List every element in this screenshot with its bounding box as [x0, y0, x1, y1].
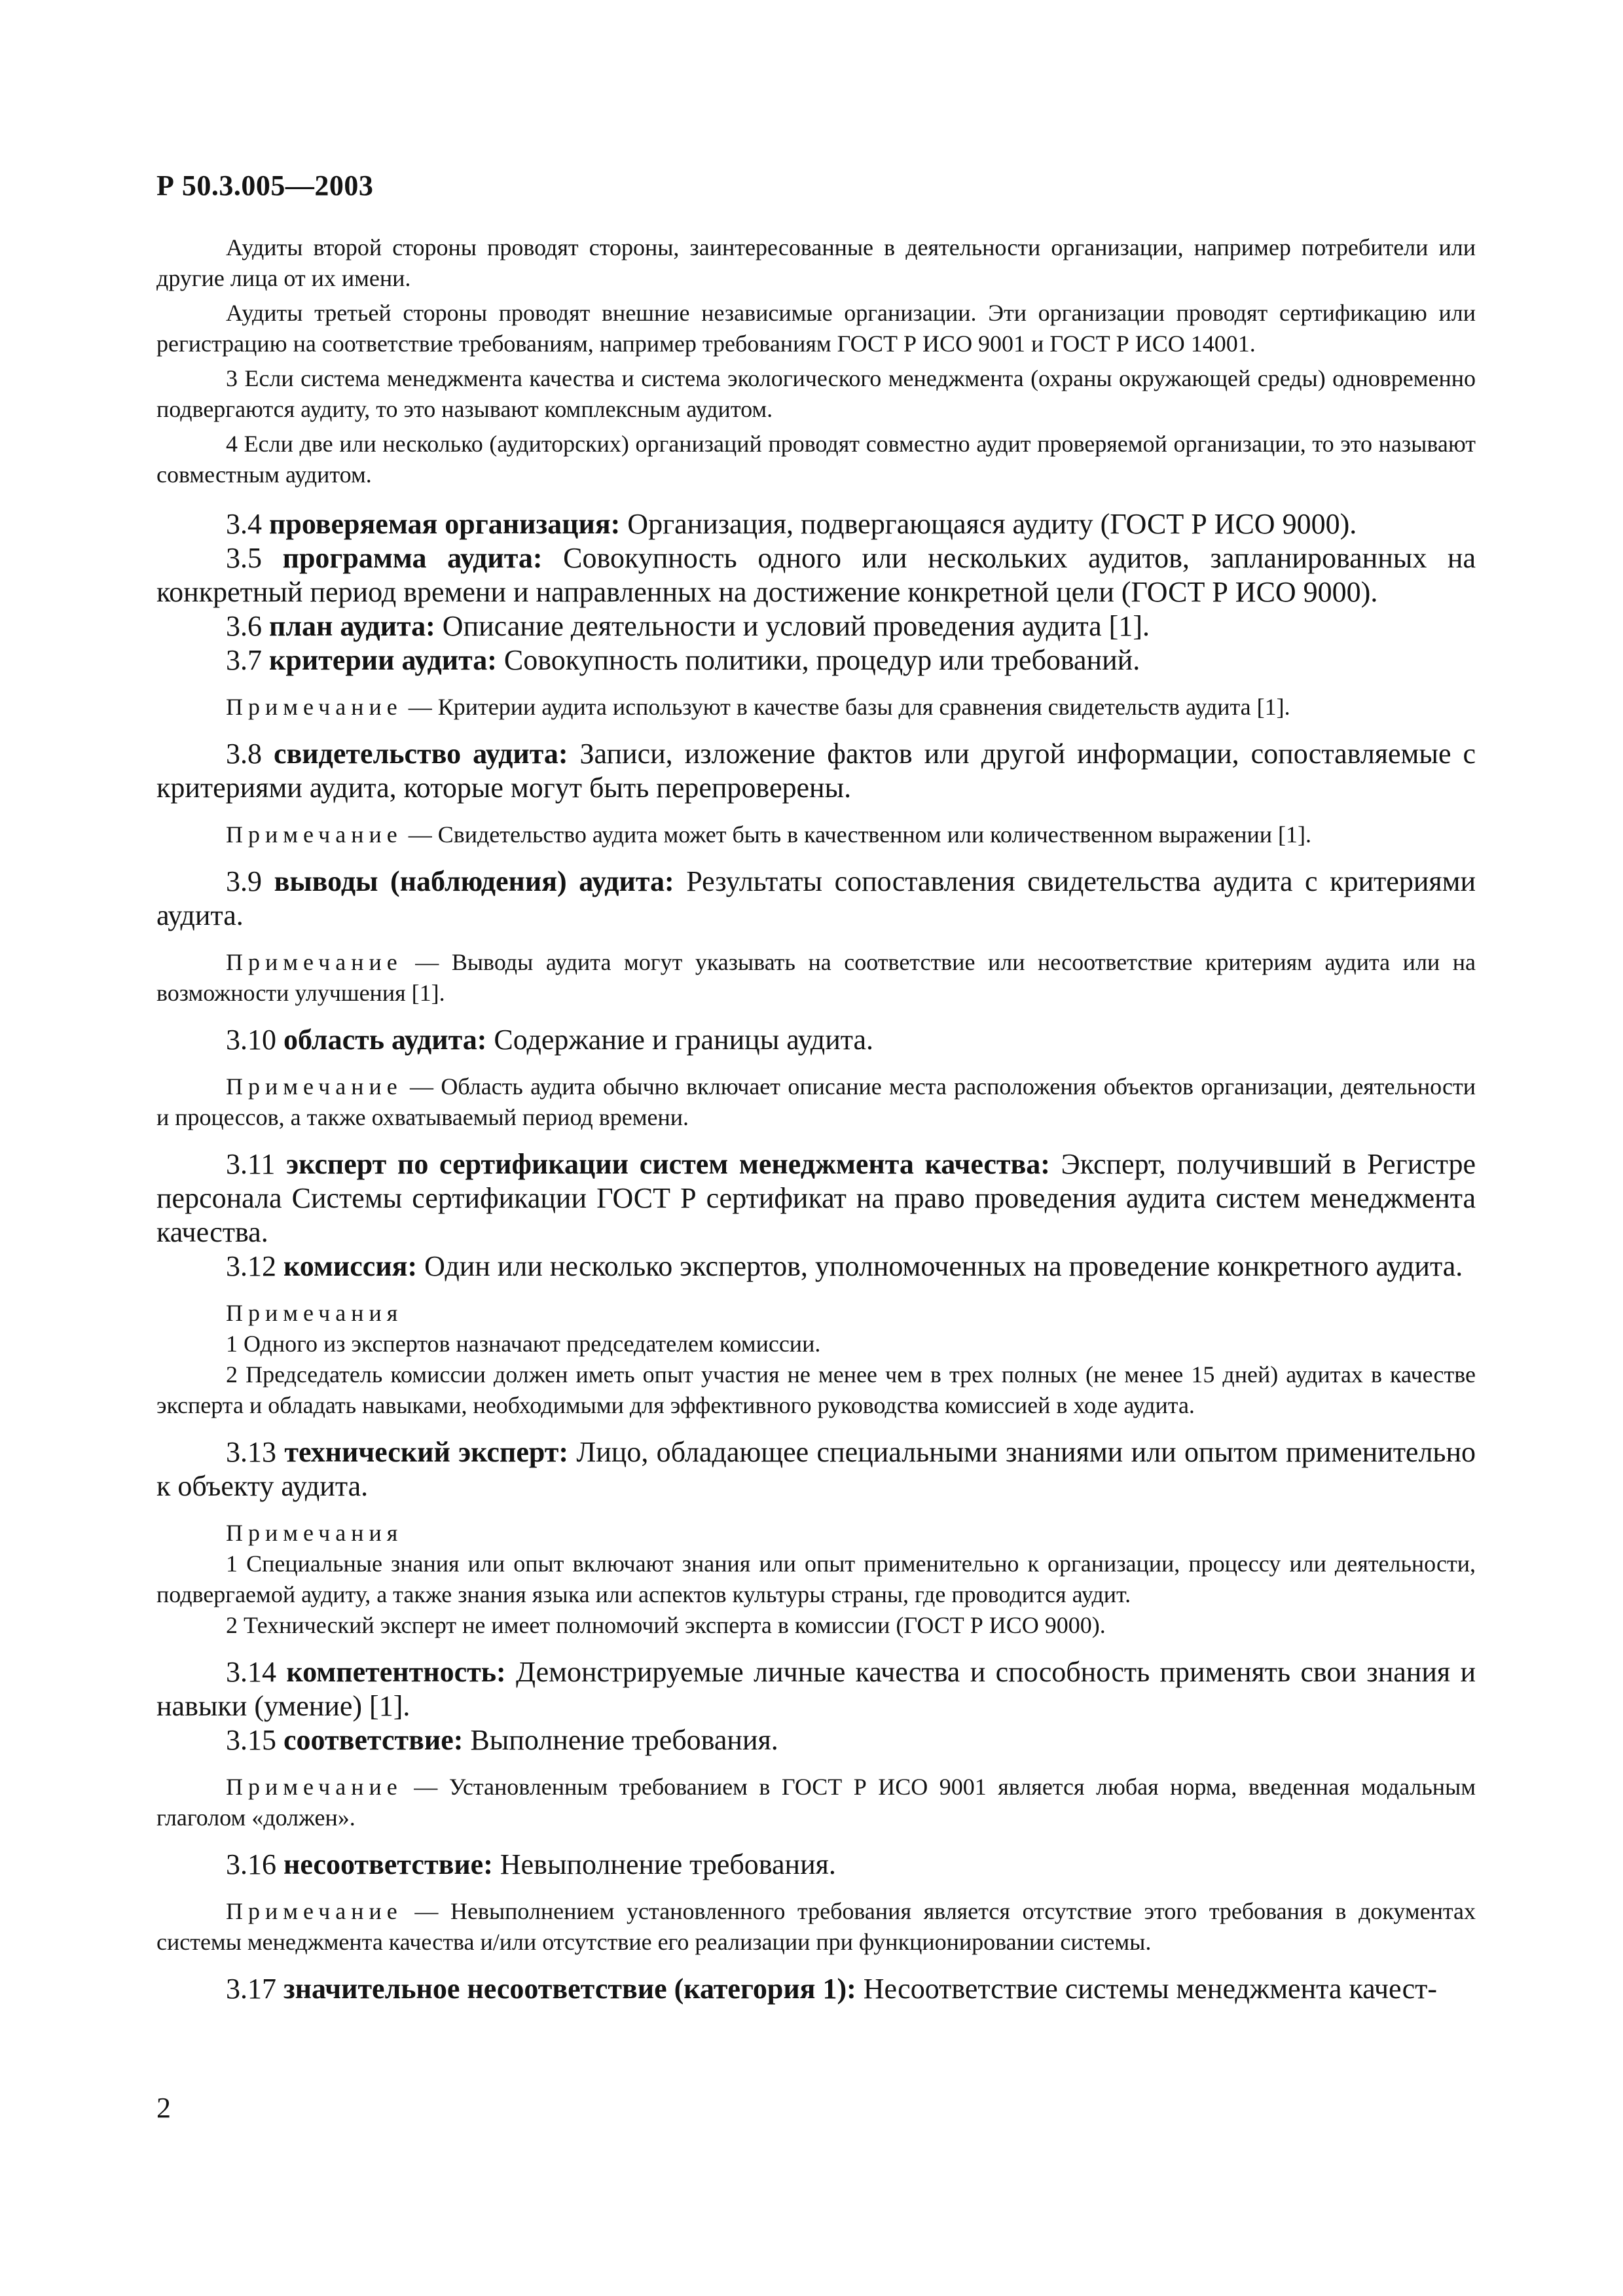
definition: Эксперт, получивший в Регистре персонала Системы сертификации ГОСТ Р сертификат на право проведения аудита систем менеджмента качества. — [156, 1148, 1476, 1248]
note-label: Примечание — [226, 1073, 403, 1100]
paragraph-combined-audit: 3 Если система менеджмента качества и система экологического менеджмента (охраны окружающей среды) одновременно подвергаются аудиту, то это называют комплексным аудитом. — [156, 365, 1476, 422]
definition: Содержание и границы аудита. — [486, 1024, 874, 1056]
term: эксперт по сертификации систем менеджмента качества: — [286, 1148, 1050, 1180]
term: программа аудита: — [282, 542, 543, 574]
definition: Демонстрируемые личные качества и способность применять свои знания и навыки (умение) [1]. — [156, 1656, 1476, 1722]
note-3-8 — [156, 819, 1476, 850]
paragraph-third-party-audit: Аудиты третьей стороны проводят внешние независимые организации. Эти организации проводят сертификацию или регистрацию на соответствие требованиям, например требованиям ГОСТ Р ИСО 9001 и ГОСТ Р ИСО 14001. — [156, 300, 1476, 357]
note-text: — Область аудита обычно включает описание места расположения объектов организации, деятельности и процессов, а также охватываемый период времени. — [156, 1073, 1476, 1130]
section-number: 3.9 — [226, 865, 262, 897]
section-number: 3.11 — [226, 1148, 276, 1180]
notes-heading-3-13: Примечания — [226, 1520, 403, 1546]
section-number: 3.15 — [226, 1724, 276, 1756]
section-number: 3.17 — [226, 1973, 276, 2005]
paragraph-second-party-audit: Аудиты второй стороны проводят стороны, заинтересованные в деятельности организации, например потребители или другие лица от их имени. — [156, 234, 1476, 291]
term: технический эксперт: — [284, 1436, 569, 1468]
notes-heading-3-12: Примечания — [226, 1300, 403, 1326]
section-3-16 — [156, 1848, 1476, 1882]
note-text: — Невыполнением установленного требования является отсутствие этого требования в документах системы менеджмента качества и/или отсутствие его реализации при функционировании системы. — [156, 1898, 1476, 1955]
note-3-13-item-2: 2 Технический эксперт не имеет полномочий эксперта в комиссии (ГОСТ Р ИСО 9000). — [226, 1612, 1106, 1638]
note-text: — Критерии аудита используют в качестве базы для сравнения свидетельств аудита [1]. — [402, 694, 1290, 720]
note-3-12-item-2: 2 Председатель комиссии должен иметь опыт участия не менее чем в трех полных (не менее 15 дней) аудитах в качестве эксперта и обладать навыками, необходимыми для эффективного руководства комиссией в ходе аудита. — [156, 1361, 1476, 1418]
term: соответствие: — [283, 1724, 464, 1756]
definition: Результаты сопоставления свидетельства аудита с критериями аудита. — [156, 865, 1476, 931]
definition: Выполнение требования. — [463, 1724, 778, 1756]
term: значительное несоответствие (категория 1): — [283, 1973, 856, 2005]
section-3-10 — [156, 1023, 1476, 1057]
note-text: — Установленным требованием в ГОСТ Р ИСО 9001 является любая норма, введенная модальным глаголом «должен». — [156, 1774, 1476, 1831]
section-number: 3.13 — [226, 1436, 276, 1468]
definition: Организация, подвергающаяся аудиту (ГОСТ Р ИСО 9000). — [620, 508, 1357, 540]
term: проверяемая организация: — [269, 508, 621, 540]
note-label: Примечание — [226, 821, 403, 848]
definition: Описание деятельности и условий проведения аудита [1]. — [435, 610, 1150, 642]
section-number: 3.6 — [226, 610, 262, 642]
section-number: 3.16 — [226, 1848, 276, 1880]
section-number: 3.8 — [226, 738, 262, 770]
document-body — [156, 232, 1476, 2006]
note-text: — Выводы аудита могут указывать на соответствие или несоответствие критериям аудита или на возможности улучшения [1]. — [156, 949, 1476, 1006]
term: свидетельство аудита: — [274, 738, 568, 770]
note-3-10 — [156, 1071, 1476, 1133]
note-3-7 — [156, 692, 1476, 723]
section-number: 3.10 — [226, 1024, 276, 1056]
term: комиссия: — [283, 1250, 418, 1282]
definition: Несоответствие системы менеджмента качест- — [856, 1973, 1438, 2005]
definition: Невыполнение требования. — [492, 1848, 836, 1880]
section-number: 3.4 — [226, 508, 262, 540]
section-3-6 — [156, 609, 1476, 643]
definition: Совокупность одного или нескольких аудитов, запланированных на конкретный период времени и направленных на достижение конкретной цели (ГОСТ Р ИСО 9000). — [156, 542, 1476, 608]
section-3-7 — [156, 643, 1476, 677]
section-3-17 — [156, 1972, 1476, 2006]
term: компетентность: — [286, 1656, 506, 1688]
paragraph-joint-audit: 4 Если две или несколько (аудиторских) организаций проводят совместно аудит проверяемой организации, то это называют совместным аудитом. — [156, 431, 1476, 488]
term: несоответствие: — [283, 1848, 493, 1880]
term: критерии аудита: — [269, 644, 497, 676]
section-3-5 — [156, 541, 1476, 609]
section-3-12 — [156, 1249, 1476, 1283]
term: план аудита: — [269, 610, 435, 642]
note-3-13-item-1: 1 Специальные знания или опыт включают знания или опыт применительно к организации, процессу или деятельности, подвергаемой аудиту, а также знания языка или аспектов культуры страны, где проводится аудит. — [156, 1551, 1476, 1607]
section-3-15 — [156, 1723, 1476, 1757]
definition: Совокупность политики, процедур или требований. — [496, 644, 1140, 676]
note-3-15 — [156, 1772, 1476, 1833]
term: область аудита: — [283, 1024, 487, 1056]
section-3-14 — [156, 1655, 1476, 1723]
section-number: 3.12 — [226, 1250, 276, 1282]
note-3-9 — [156, 947, 1476, 1009]
note-3-16 — [156, 1896, 1476, 1958]
definition: Записи, изложение фактов или другой информации, сопоставляемые с критериями аудита, которые могут быть перепроверены. — [156, 738, 1476, 804]
section-3-9 — [156, 865, 1476, 933]
document-code: Р 50.3.005—2003 — [156, 170, 374, 202]
note-label: Примечание — [226, 949, 403, 975]
definition: Лицо, обладающее специальными знаниями или опытом применительно к объекту аудита. — [156, 1436, 1476, 1502]
term: выводы (наблюдения) аудита: — [274, 865, 674, 897]
note-label: Примечание — [226, 1898, 403, 1924]
note-3-12-item-1: 1 Одного из экспертов назначают председателем комиссии. — [226, 1331, 821, 1357]
section-3-11 — [156, 1147, 1476, 1249]
section-number: 3.5 — [226, 542, 262, 574]
page-number: 2 — [156, 2092, 171, 2124]
section-number: 3.14 — [226, 1656, 276, 1688]
note-text: — Свидетельство аудита может быть в качественном или количественном выражении [1]. — [402, 821, 1312, 848]
section-number: 3.7 — [226, 644, 262, 676]
note-label: Примечание — [226, 694, 403, 720]
definition: Один или несколько экспертов, уполномоченных на проведение конкретного аудита. — [417, 1250, 1463, 1282]
note-label: Примечание — [226, 1774, 403, 1800]
section-3-13 — [156, 1435, 1476, 1503]
section-3-8 — [156, 737, 1476, 805]
section-3-4 — [156, 507, 1476, 541]
